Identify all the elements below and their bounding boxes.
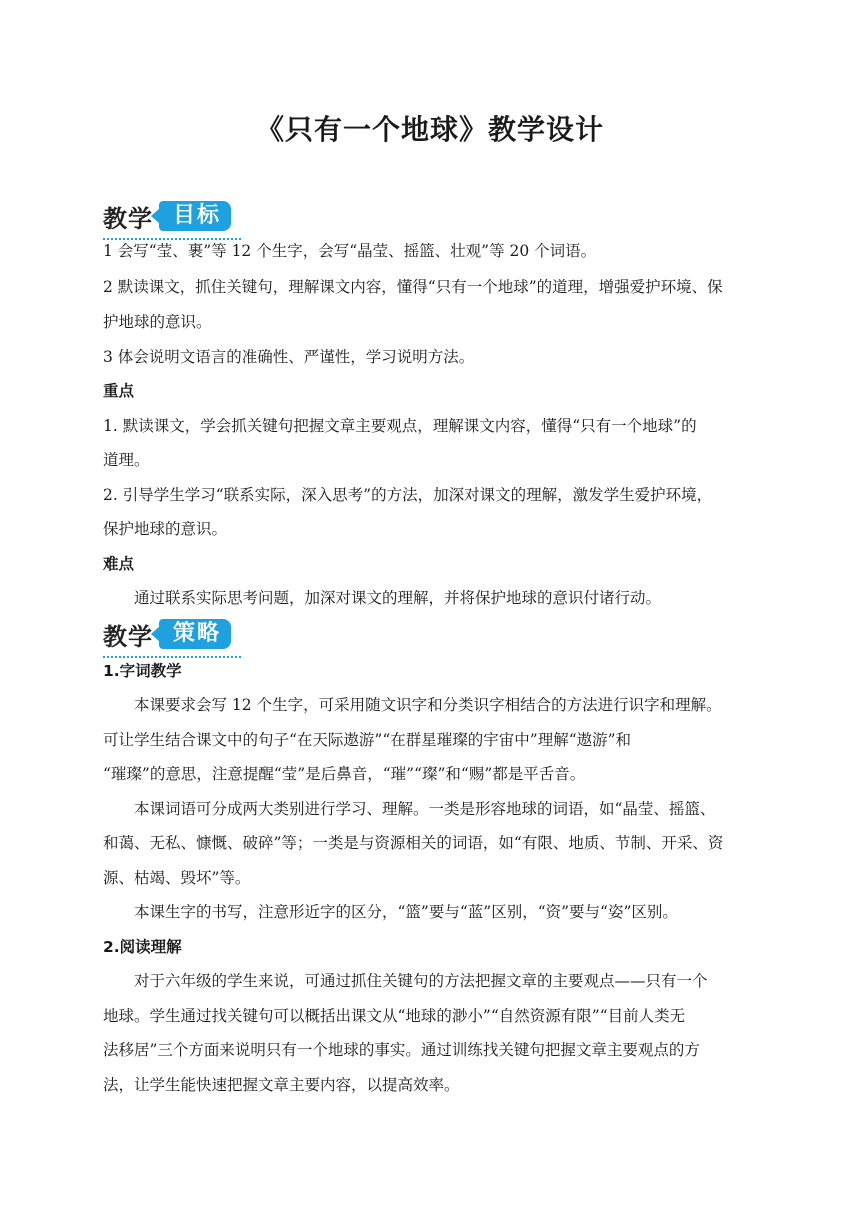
badge-label-left: 教学 <box>103 204 153 233</box>
difficulty-heading: 难点 <box>103 555 135 573</box>
key-point-line: 1. 默读课文，学会抓关键句把握文章主要观点，理解课文内容，懂得“只有一个地球”的 <box>103 417 697 435</box>
badge-label-left: 教学 <box>103 622 153 651</box>
key-point-line: 2. 引导学生学习“联系实际，深入思考”的方法，加深对课文的理解，激发学生爱护环境， <box>103 486 713 504</box>
paragraph-line: 法移居”三个方面来说明只有一个地球的事实。通过训练找关键句把握文章主要观点的方 <box>103 1041 700 1059</box>
goal-line: 护地球的意识。 <box>103 313 212 331</box>
document-title: 《只有一个地球》教学设计 <box>255 113 604 146</box>
paragraph-line: 可让学生结合课文中的句子“在天际遨游”“在群星璀璨的宇宙中”理解“遨游”和 <box>103 731 632 749</box>
badge-label-right: 目标 <box>159 201 231 231</box>
key-point-line: 道理。 <box>103 451 150 469</box>
key-point-line: 保护地球的意识。 <box>103 520 228 538</box>
goal-line: 2 默读课文，抓住关键句，理解课文内容，懂得“只有一个地球”的道理，增强爱护环境、保 <box>103 278 723 296</box>
section-badge-strategy <box>103 617 231 651</box>
goal-line: 1 会写“莹、裹”等 12 个生字，会写“晶莹、摇篮、壮观”等 20 个词语。 <box>103 242 597 260</box>
key-points-heading: 重点 <box>103 382 135 400</box>
paragraph-line: “璀璨”的意思，注意提醒“莹”是后鼻音，“璀”“璨”和“赐”都是平舌音。 <box>103 765 586 783</box>
paragraph-line: 和蔼、无私、慷慨、破碎”等；一类是与资源相关的词语，如“有限、地质、节制、开采、资 <box>103 834 724 852</box>
paragraph-line: 本课要求会写 12 个生字，可采用随文识字和分类识字相结合的方法进行识字和理解。 <box>134 696 722 714</box>
paragraph-line: 源、枯竭、毁坏”等。 <box>103 869 251 887</box>
paragraph-line: 本课词语可分成两大类别进行学习、理解。一类是形容地球的词语，如“晶莹、摇篮、 <box>134 800 716 818</box>
badge-label-right: 策略 <box>159 619 231 649</box>
difficulty-line: 通过联系实际思考问题，加深对课文的理解，并将保护地球的意识付诸行动。 <box>134 589 662 607</box>
paragraph-line: 地球。学生通过找关键句可以概括出课文从“地球的渺小”“自然资源有限”“目前人类无 <box>103 1007 686 1025</box>
goal-line: 3 体会说明文语言的准确性、严谨性，学习说明方法。 <box>103 348 475 366</box>
section-badge-goals <box>103 199 231 233</box>
paragraph-line: 本课生字的书写，注意形近字的区分，“篮”要与“蓝”区别，“资”要与“姿”区别。 <box>134 903 678 921</box>
paragraph-line: 对于六年级的学生来说，可通过抓住关键句的方法把握文章的主要观点——只有一个 <box>134 972 708 990</box>
part2-heading: 2.阅读理解 <box>103 938 182 956</box>
paragraph-line: 法，让学生能快速把握文章主要内容，以提高效率。 <box>103 1076 460 1094</box>
badge-dotted-underline <box>103 656 241 658</box>
part1-heading: 1.字词教学 <box>103 662 182 680</box>
